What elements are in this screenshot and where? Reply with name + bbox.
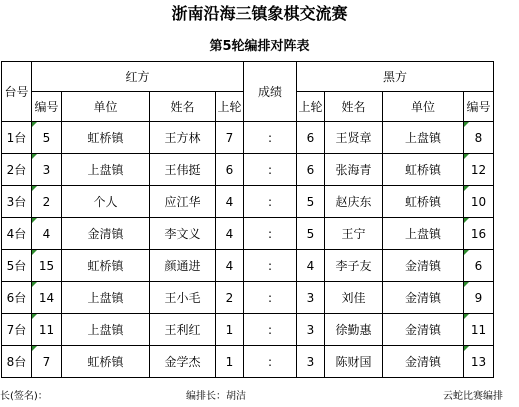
red-num-cell: 3 <box>32 154 62 186</box>
black-prev-cell: 3 <box>297 282 325 314</box>
black-unit-cell: 金清镇 <box>383 346 464 378</box>
red-name-cell: 应江华 <box>150 186 216 218</box>
result-cell: : <box>244 218 297 250</box>
table-row <box>2 122 494 154</box>
red-unit-cell: 个人 <box>62 186 150 218</box>
red-unit-cell: 金清镇 <box>62 218 150 250</box>
black-prev-cell: 5 <box>297 218 325 250</box>
signature-label: 长(签名)： <box>0 391 48 402</box>
black-num-cell: 9 <box>464 282 494 314</box>
software-credit: 云蛇比赛编排 <box>443 391 503 402</box>
table-no-cell: 4台 <box>2 218 32 250</box>
black-unit-cell: 金清镇 <box>383 314 464 346</box>
black-prev-cell: 4 <box>297 250 325 282</box>
red-prev-header: 上轮 <box>216 92 244 122</box>
red-name-cell: 王伟挺 <box>150 154 216 186</box>
black-num-cell: 11 <box>464 314 494 346</box>
table-row <box>2 186 494 218</box>
black-name-cell: 李子友 <box>325 250 383 282</box>
black-prev-cell: 6 <box>297 154 325 186</box>
red-num-cell: 5 <box>32 122 62 154</box>
red-name-header: 姓名 <box>150 92 216 122</box>
red-prev-cell: 4 <box>216 218 244 250</box>
red-unit-cell: 虹桥镇 <box>62 250 150 282</box>
black-prev-cell: 3 <box>297 346 325 378</box>
table-row <box>2 346 494 378</box>
red-name-cell: 王小毛 <box>150 282 216 314</box>
red-unit-cell: 上盘镇 <box>62 154 150 186</box>
table-no-header: 台号 <box>2 62 32 122</box>
red-prev-cell: 4 <box>216 250 244 282</box>
red-name-cell: 颜通进 <box>150 250 216 282</box>
black-name-cell: 徐勤惠 <box>325 314 383 346</box>
table-no-cell: 1台 <box>2 122 32 154</box>
result-header: 成绩 <box>244 62 297 122</box>
result-cell: : <box>244 346 297 378</box>
black-num-cell: 10 <box>464 186 494 218</box>
red-num-cell: 2 <box>32 186 62 218</box>
black-unit-cell: 金清镇 <box>383 282 464 314</box>
document-title: 浙南沿海三镇象棋交流赛 <box>171 4 348 23</box>
black-name-cell: 王贤章 <box>325 122 383 154</box>
red-prev-cell: 1 <box>216 314 244 346</box>
black-num-cell: 16 <box>464 218 494 250</box>
red-unit-cell: 虹桥镇 <box>62 122 150 154</box>
black-num-header: 编号 <box>464 92 494 122</box>
black-num-cell: 8 <box>464 122 494 154</box>
pairings-table <box>1 61 494 378</box>
result-cell: : <box>244 186 297 218</box>
black-prev-cell: 6 <box>297 122 325 154</box>
black-name-cell: 张海青 <box>325 154 383 186</box>
table-no-cell: 8台 <box>2 346 32 378</box>
black-unit-header: 单位 <box>383 92 464 122</box>
red-name-cell: 李文义 <box>150 218 216 250</box>
red-name-cell: 王利红 <box>150 314 216 346</box>
black-prev-cell: 5 <box>297 186 325 218</box>
table-row <box>2 314 494 346</box>
table-no-cell: 2台 <box>2 154 32 186</box>
red-prev-cell: 4 <box>216 186 244 218</box>
red-num-cell: 15 <box>32 250 62 282</box>
table-no-cell: 6台 <box>2 282 32 314</box>
red-num-cell: 14 <box>32 282 62 314</box>
table-no-cell: 5台 <box>2 250 32 282</box>
black-name-cell: 陈财国 <box>325 346 383 378</box>
red-prev-cell: 2 <box>216 282 244 314</box>
red-unit-header: 单位 <box>62 92 150 122</box>
black-unit-cell: 虹桥镇 <box>383 154 464 186</box>
round-subtitle: 第5轮编排对阵表 <box>209 39 310 54</box>
black-prev-header: 上轮 <box>297 92 325 122</box>
result-cell: : <box>244 250 297 282</box>
black-name-header: 姓名 <box>325 92 383 122</box>
red-unit-cell: 虹桥镇 <box>62 346 150 378</box>
red-unit-cell: 上盘镇 <box>62 314 150 346</box>
red-num-cell: 7 <box>32 346 62 378</box>
black-prev-cell: 3 <box>297 314 325 346</box>
red-name-cell: 金学杰 <box>150 346 216 378</box>
red-num-cell: 11 <box>32 314 62 346</box>
red-prev-cell: 7 <box>216 122 244 154</box>
black-num-cell: 12 <box>464 154 494 186</box>
black-unit-cell: 金清镇 <box>383 250 464 282</box>
result-cell: : <box>244 122 297 154</box>
red-num-cell: 4 <box>32 218 62 250</box>
result-cell: : <box>244 154 297 186</box>
black-unit-cell: 上盘镇 <box>383 122 464 154</box>
table-row <box>2 218 494 250</box>
red-side-header: 红方 <box>32 62 244 92</box>
table-row <box>2 250 494 282</box>
red-unit-cell: 上盘镇 <box>62 282 150 314</box>
black-num-cell: 6 <box>464 250 494 282</box>
table-no-cell: 7台 <box>2 314 32 346</box>
black-side-header: 黑方 <box>297 62 494 92</box>
red-num-header: 编号 <box>32 92 62 122</box>
black-name-cell: 王宁 <box>325 218 383 250</box>
scheduler-label: 编排长：胡洁 <box>186 391 246 402</box>
black-unit-cell: 上盘镇 <box>383 218 464 250</box>
table-row <box>2 282 494 314</box>
red-name-cell: 王方林 <box>150 122 216 154</box>
black-name-cell: 赵庆东 <box>325 186 383 218</box>
table-no-cell: 3台 <box>2 186 32 218</box>
table-row <box>2 154 494 186</box>
red-prev-cell: 1 <box>216 346 244 378</box>
black-num-cell: 13 <box>464 346 494 378</box>
result-cell: : <box>244 282 297 314</box>
result-cell: : <box>244 314 297 346</box>
black-unit-cell: 虹桥镇 <box>383 186 464 218</box>
black-name-cell: 刘佳 <box>325 282 383 314</box>
red-prev-cell: 6 <box>216 154 244 186</box>
